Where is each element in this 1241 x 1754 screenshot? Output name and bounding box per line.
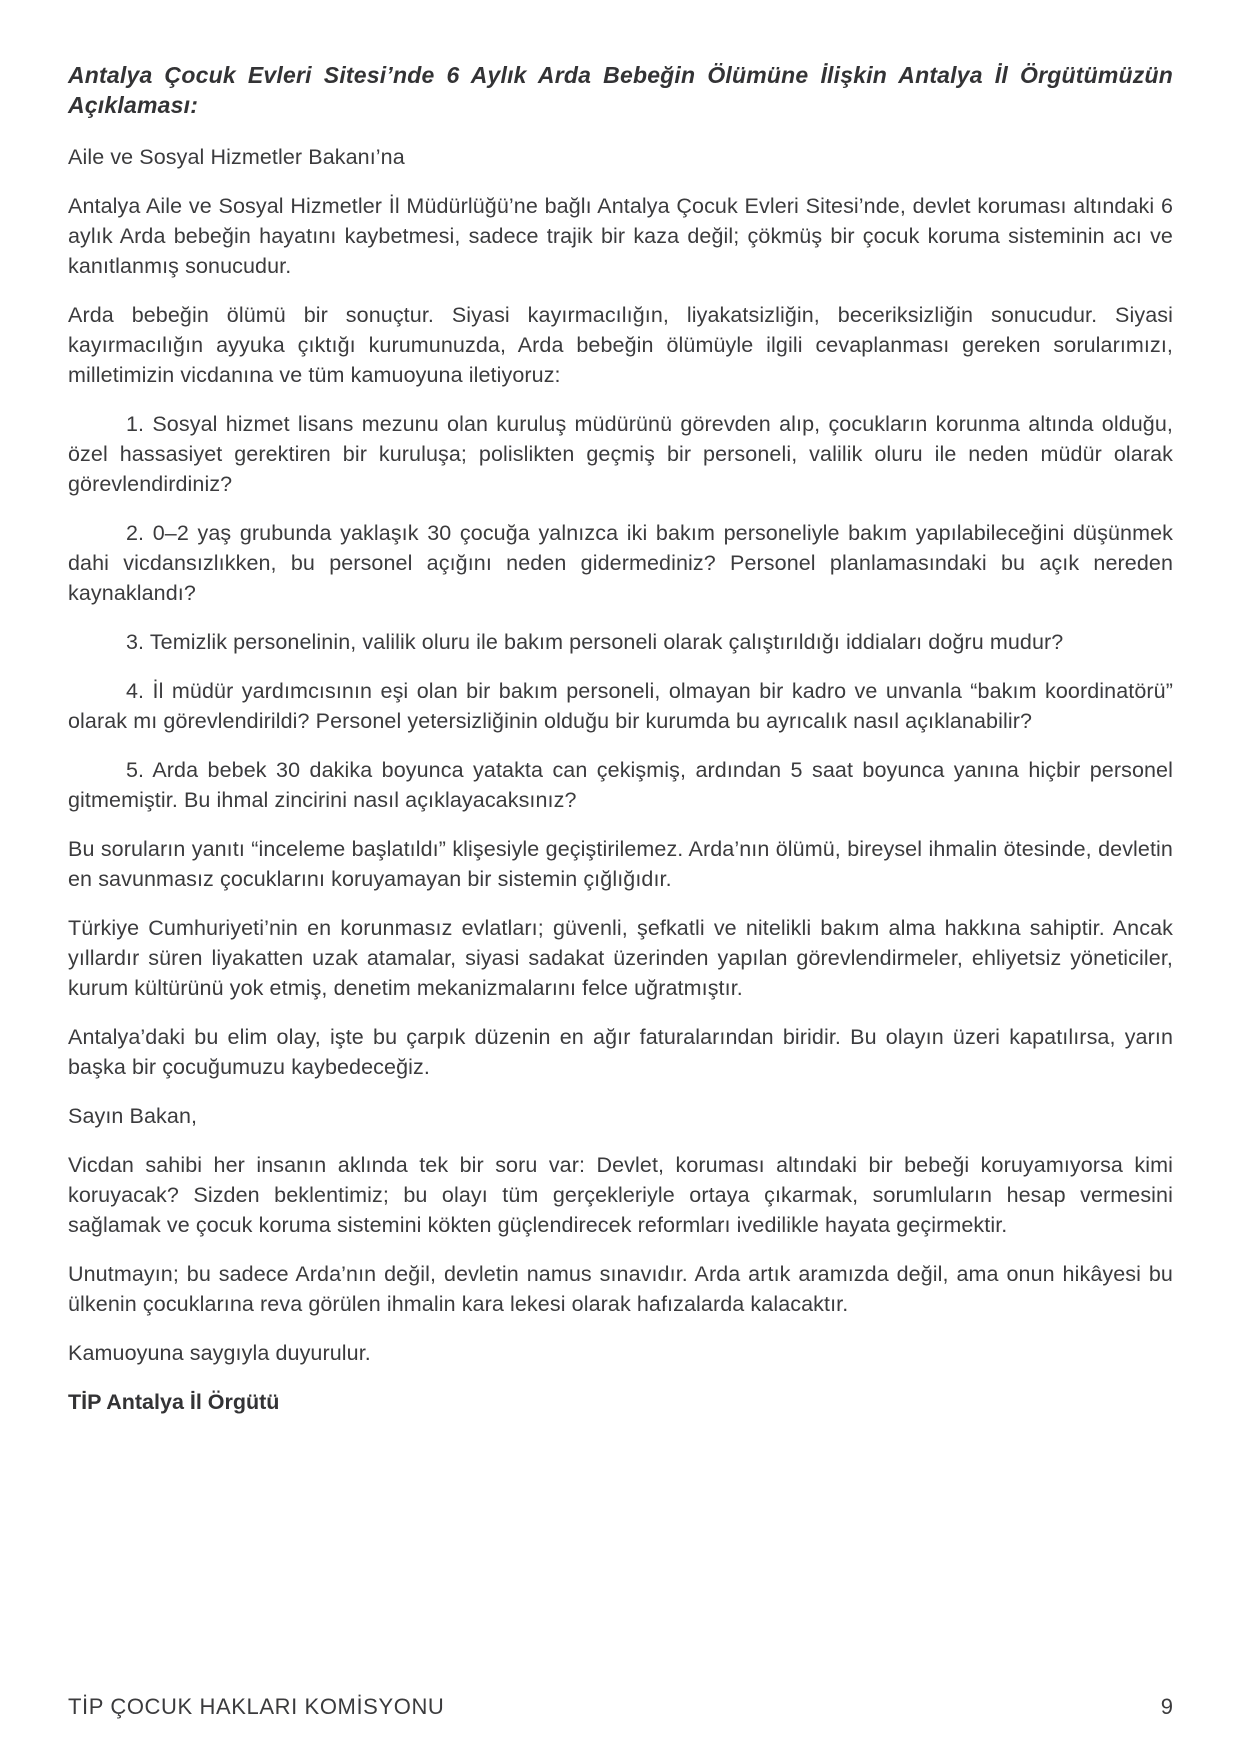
- question-3: 3. Temizlik personelinin, valilik oluru ile bakım personeli olarak çalıştırıldığı iddiaları doğru mudur?: [126, 630, 1064, 654]
- page-number: 9: [1160, 1694, 1173, 1719]
- salutation: Aile ve Sosyal Hizmetler Bakanı’na: [68, 145, 405, 169]
- paragraph-warning: Antalya’daki bu elim olay, işte bu çarpık düzenin en ağır faturalarından biridir. Bu olayın üzeri kapatılırsa, yarın başka bir çocuğumuzu kaybedeceğiz.: [68, 1025, 1173, 1079]
- paragraph-intro-1: Antalya Aile ve Sosyal Hizmetler İl Müdürlüğü’ne bağlı Antalya Çocuk Evleri Sitesi’nde, devlet koruması altındaki 6 aylık Arda bebeğin hayatını kaybetmesi, sadece trajik bir kaza değil; çökmüş bir çocuk koruma sisteminin acı ve kanıtlanmış sonucudur.: [68, 194, 1173, 278]
- paragraph-answer-critique: Bu soruların yanıtı “inceleme başlatıldı” klişesiyle geçiştirilemez. Arda’nın ölümü, bireysel ihmalin ötesinde, devletin en savunmasız çocuklarını koruyamayan bir sistemin çığlığıdır.: [68, 837, 1173, 891]
- document-heading: Antalya Çocuk Evleri Sitesi’nde 6 Aylık Arda Bebeğin Ölümüne İlişkin Antalya İl Örgütümüzün Açıklaması:: [68, 62, 1173, 118]
- paragraph-rights-statement: Türkiye Cumhuriyeti’nin en korunmasız evlatları; güvenli, şefkatli ve nitelikli bakım alma hakkına sahiptir. Ancak yıllardır süren liyakatten uzak atamalar, siyasi sadakat üzerinden yapılan görevlendirmeler, ehliyetsiz yöneticiler, kurum kültürünü yok etmiş, denetim mekanizmalarını felce uğratmıştır.: [68, 916, 1173, 1000]
- question-5: 5. Arda bebek 30 dakika boyunca yatakta can çekişmiş, ardından 5 saat boyunca yanına hiçbir personel gitmemiştir. Bu ihmal zincirini nasıl açıklayacaksınız?: [68, 758, 1173, 812]
- question-2: 2. 0–2 yaş grubunda yaklaşık 30 çocuğa yalnızca iki bakım personeliyle bakım yapılabileceğini düşünmek dahi vicdansızlıkken, bu personel açığını neden gidermediniz? Personel planlamasındaki bu açık nereden kaynaklandı?: [68, 521, 1173, 605]
- signature: TİP Antalya İl Örgütü: [68, 1390, 280, 1414]
- paragraph-closing: Kamuoyuna saygıyla duyurulur.: [68, 1341, 371, 1365]
- paragraph-minister-address: Sayın Bakan,: [68, 1104, 198, 1128]
- paragraph-demands: Vicdan sahibi her insanın aklında tek bir soru var: Devlet, koruması altındaki bir bebeği koruyamıyorsa kimi koruyacak? Sizden beklentimiz; bu olayı tüm gerçekleriyle ortaya çıkarmak, sorumluların hesap vermesini sağlamak ve çocuk koruma sistemini kökten güçlendirecek reformları ivedilikle hayata geçirmektir.: [68, 1153, 1173, 1237]
- footer-commission-name: TİP ÇOCUK HAKLARI KOMİSYONU: [68, 1694, 445, 1719]
- question-4: 4. İl müdür yardımcısının eşi olan bir bakım personeli, olmayan bir kadro ve unvanla “bakım koordinatörü” olarak mı görevlendirildi? Personel yetersizliğinin olduğu bir kurumda bu ayrıcalık nasıl açıklanabilir?: [68, 679, 1173, 733]
- paragraph-intro-2: Arda bebeğin ölümü bir sonuçtur. Siyasi kayırmacılığın, liyakatsizliğin, beceriksizliğin sonucudur. Siyasi kayırmacılığın ayyuka çıktığı kurumunuzda, Arda bebeğin ölümüyle ilgili cevaplanması gereken sorularımızı, milletimizin vicdanına ve tüm kamuoyuna iletiyoruz:: [68, 303, 1173, 387]
- question-1: 1. Sosyal hizmet lisans mezunu olan kuruluş müdürünü görevden alıp, çocukların korunma altında olduğu, özel hassasiyet gerektiren bir kuruluşa; polislikten geçmiş bir personeli, valilik oluru ile neden müdür olarak görevlendirdiniz?: [68, 412, 1173, 496]
- paragraph-remembrance: Unutmayın; bu sadece Arda’nın değil, devletin namus sınavıdır. Arda artık aramızda değil, ama onun hikâyesi bu ülkenin çocuklarına reva görülen ihmalin kara lekesi olarak hafızalarda kalacaktır.: [68, 1262, 1173, 1316]
- page-footer: [68, 1694, 1173, 1720]
